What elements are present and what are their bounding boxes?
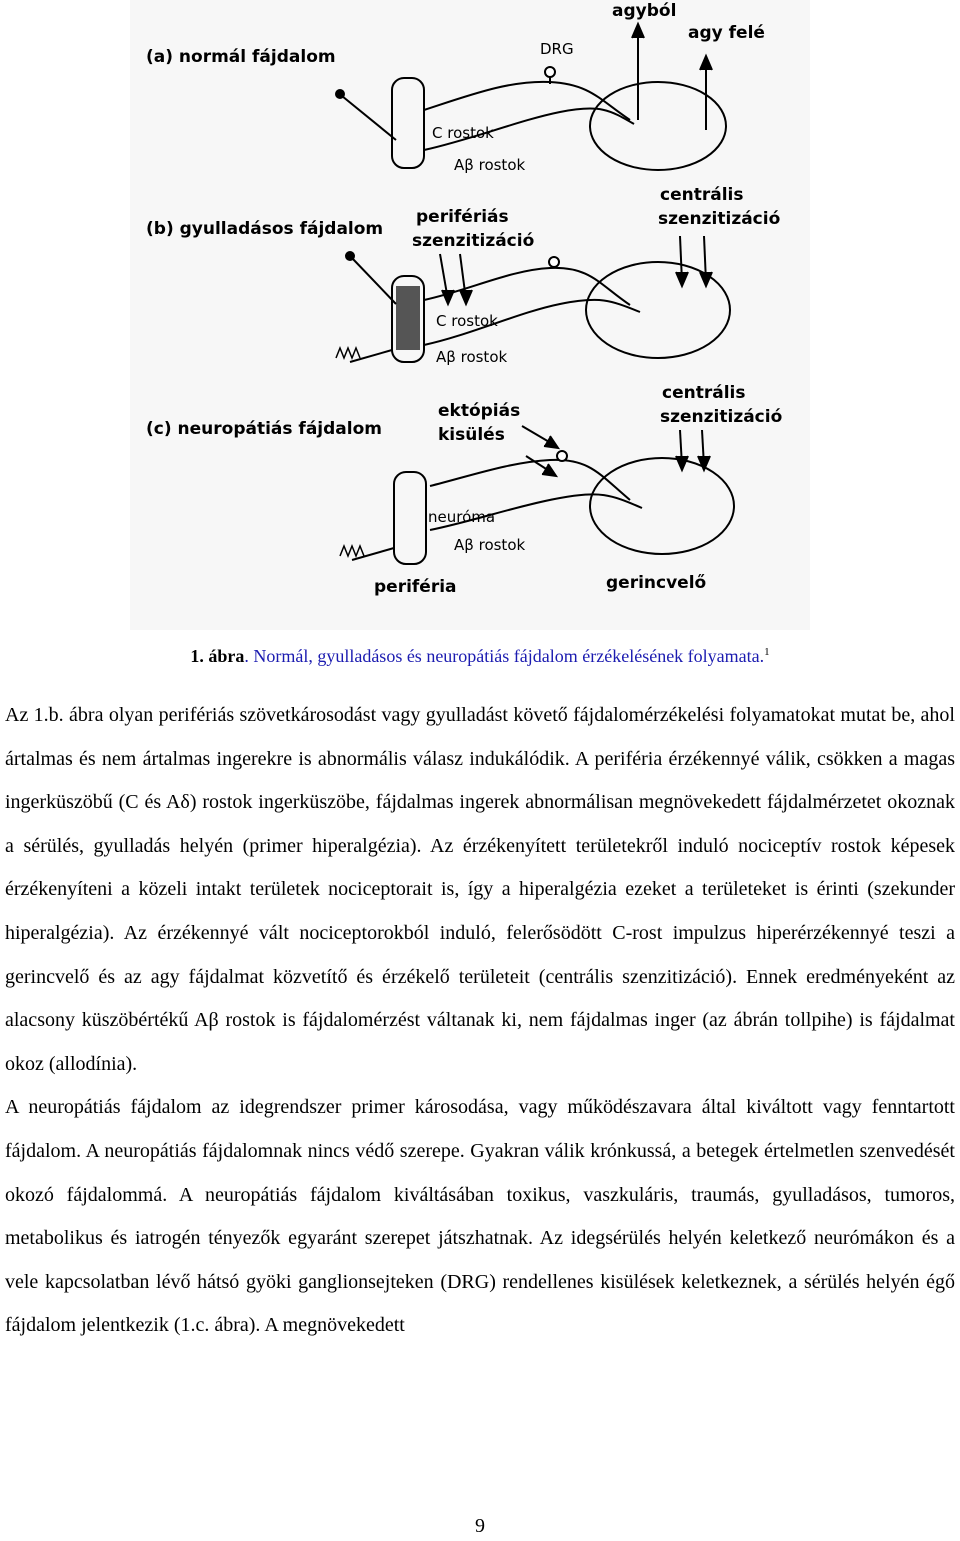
pain-pathway-figure [130, 0, 810, 630]
caption-ref: 1. ábra [190, 646, 245, 666]
paragraph-1: Az 1.b. ábra olyan perifériás szövetkárosodást vagy gyulladást követő fájdalomérzékelési folyamatokat mutat be, ahol ártalmas és nem ártalmas ingerekre is abnormális válasz indukálódik. A periféria érzékennyé válik, csökken a magas ingerküszöbű (C és Aδ) rostok ingerküszöbe, fájdalmas ingerek abnormálisan megnövekedett fájdalmérzetet okoznak a sérülés, gyulladás helyén (primer hiperalgézia). Az érzékenyített területekről induló nociceptív rostok képesek érzékenyíteni a közeli intakt területek nociceptorait is, így a hiperalgézia ezeket a területeket is érinti (szekunder hiperalgézia). Az érzékennyé vált nociceptorokból induló, felerősödött C-rost impulzus hiperérzékennyé teszi a gerincvelő és az agy fájdalmat közvetítő és érzékelő területeit (centrális szenzitizáció). Ennek eredményeként az alacsony küszöbértékű Aβ rostok is fájdalomérzést váltanak ki, nem fájdalmas inger (az ábrán tollpihe) is fájdalmat okoz (allodínia). [5, 704, 955, 1075]
perif-szenz-label-1: perifériás [416, 207, 509, 227]
gerincvelo-label: gerincvelő [606, 573, 707, 593]
c-rostok-label-b: C rostok [436, 312, 498, 330]
ektopias-label-2: kisülés [438, 425, 505, 445]
agy-fele-label: agy felé [688, 23, 765, 43]
centr-szenz-label-c2: szenzitizáció [660, 407, 783, 427]
ab-rostok-label-b: Aβ rostok [436, 348, 508, 366]
page-number: 9 [475, 1515, 485, 1537]
panel-b-label: (b) gyulladásos fájdalom [146, 219, 384, 239]
caption-text: . Normál, gyulladásos és neuropátiás fájdalom érzékelésének folyamata. [244, 646, 765, 666]
body-text [5, 694, 955, 1348]
panel-c-label: (c) neuropátiás fájdalom [146, 419, 382, 439]
paragraph-2: A neuropátiás fájdalom az idegrendszer primer károsodása, vagy működészavara által kiváltott vagy fenntartott fájdalom. A neuropátiás fájdalomnak nincs védő szerepe. Gyakran válik krónkussá, a betegek értelmetlen szenvedését okozó fájdalommá. A neuropátiás fájdalom kiváltásában toxikus, vaszkuláris, traumás, gyulladásos, tumoros, metabolikus és iatrogén tényezők egyaránt szerepet játszhatnak. Az idegsérülés helyén keletkező neurómákon és a vele kapcsolatban lévő hátsó gyöki ganglionsejteken (DRG) rendellenes kisülések keletkeznek, a sérülés helyén égő fájdalom jelentkezik (1.c. ábra). A megnövekedett [5, 1096, 955, 1337]
agybol-label: agyból [612, 1, 677, 21]
ektopias-label-1: ektópiás [438, 401, 521, 421]
centr-szenz-label-b1: centrális [660, 185, 744, 205]
neuroma-label: neuróma [428, 508, 496, 526]
drg-label: DRG [540, 40, 574, 58]
panel-a-label: (a) normál fájdalom [146, 47, 336, 67]
c-rostok-label-a: C rostok [432, 124, 494, 142]
centr-szenz-label-b2: szenzitizáció [658, 209, 781, 229]
perif-szenz-label-2: szenzitizáció [412, 231, 535, 251]
caption-footnote: 1 [764, 646, 770, 658]
ab-rostok-label-c: Aβ rostok [454, 536, 526, 554]
figure-caption [0, 646, 960, 667]
centr-szenz-label-c1: centrális [662, 383, 746, 403]
periferia-label: periféria [374, 577, 457, 597]
ab-rostok-label-a: Aβ rostok [454, 156, 526, 174]
